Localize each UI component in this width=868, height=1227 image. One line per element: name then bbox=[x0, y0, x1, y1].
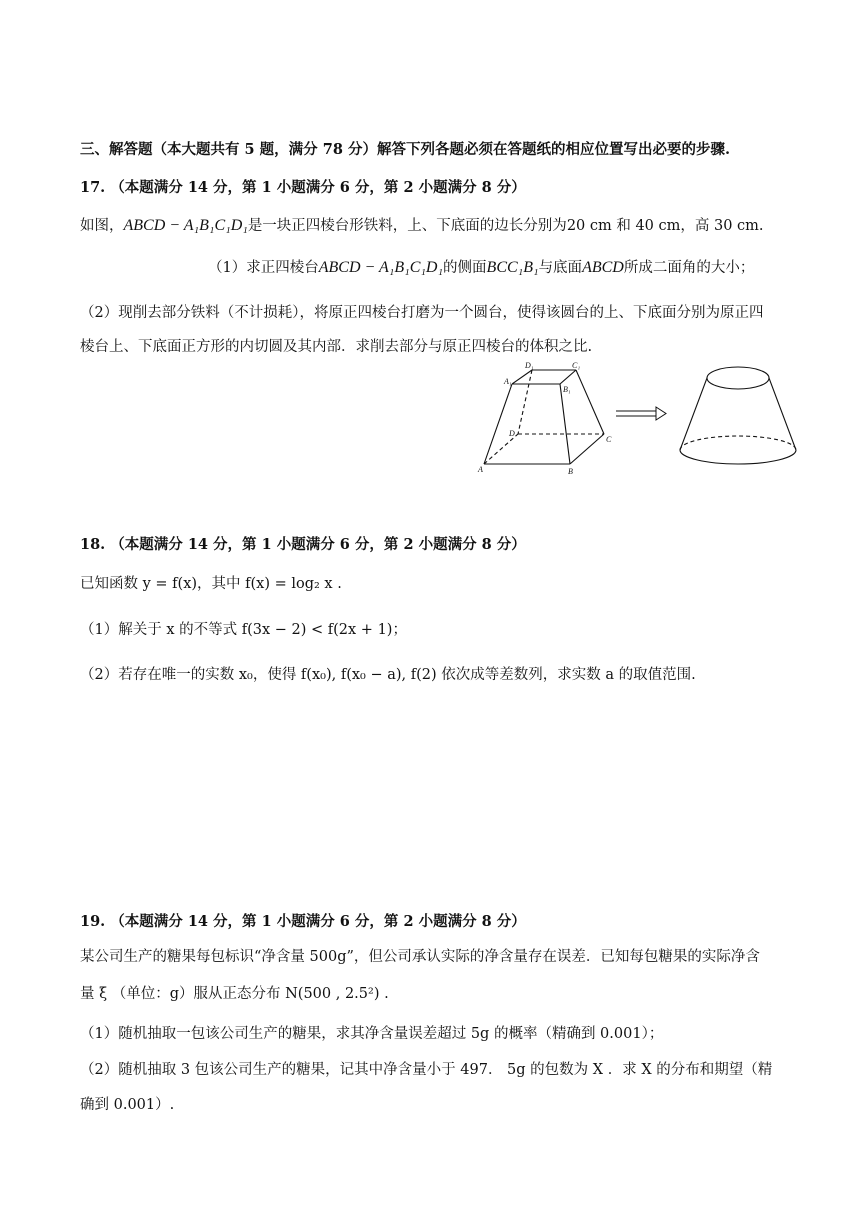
label-D1: D₁ bbox=[525, 361, 534, 370]
q17-intro bbox=[80, 216, 764, 236]
q18-line1: 已知函数 y = f(x)，其中 f(x) = log₂ x . bbox=[80, 576, 342, 592]
q17-part1 bbox=[208, 258, 754, 278]
label-B: B bbox=[568, 467, 573, 476]
section-header: 三、解答题（本大题共有 5 题，满分 78 分）解答下列各题必须在答题纸的相应位置写出必要的步骤. bbox=[80, 141, 731, 158]
q17-frustum-name: ABCD − A₁B₁C₁D₁ bbox=[123, 217, 248, 234]
q17-intro-a: 如图， bbox=[80, 218, 124, 234]
double-arrow-icon bbox=[616, 407, 666, 420]
q17-part1-frustum: ABCD − A₁B₁C₁D₁ bbox=[318, 259, 444, 276]
truncated-cone-diagram bbox=[680, 367, 796, 464]
q18-line2: （1）解关于 x 的不等式 f(3x − 2) < f(2x + 1)； bbox=[80, 622, 407, 638]
label-C1: C₁ bbox=[572, 361, 581, 370]
q19-line1: 某公司生产的糖果每包标识“净含量 500g”，但公司承认实际的净含量存在误差．已知每包糖果的实际净含 bbox=[80, 949, 760, 965]
q17-header: 17. （本题满分 14 分，第 1 小题满分 6 分，第 2 小题满分 8 分） bbox=[80, 179, 526, 196]
label-A1: A₁ bbox=[504, 377, 512, 386]
q17-intro-c: 20 cm 和 40 cm，高 30 cm. bbox=[566, 218, 764, 234]
q17-part2-line1: （2）现削去部分铁料（不计损耗），将原正四棱台打磨为一个圆台，使得该圆台的上、下底面分别为原正四 bbox=[80, 305, 764, 321]
label-B1: B₁ bbox=[563, 385, 571, 394]
q17-face: BCC₁B₁ bbox=[486, 259, 539, 276]
q19-line3: （1）随机抽取一包该公司生产的糖果，求其净含量误差超过 5g 的概率（精确到 0.001）； bbox=[80, 1026, 664, 1042]
q17-part1-a: （1）求正四棱台 bbox=[208, 260, 319, 276]
q18-header: 18. （本题满分 14 分，第 1 小题满分 6 分，第 2 小题满分 8 分） bbox=[80, 536, 526, 553]
q17-figure bbox=[470, 360, 810, 480]
q17-base: ABCD bbox=[582, 259, 624, 276]
q17-part1-c: 与底面 bbox=[538, 260, 583, 276]
q19-line4: （2）随机抽取 3 包该公司生产的糖果，记其中净含量小于 497． 5g 的包数为 X ．求 X 的分布和期望（精 bbox=[80, 1062, 773, 1078]
q19-line2: 量 ξ （单位：g）服从正态分布 N(500 , 2.5²) . bbox=[80, 986, 389, 1002]
q17-part2-line2: 棱台上、下底面正方形的内切圆及其内部．求削去部分与原正四棱台的体积之比. bbox=[80, 339, 593, 355]
q19-header: 19. （本题满分 14 分，第 1 小题满分 6 分，第 2 小题满分 8 分） bbox=[80, 913, 526, 930]
label-D: D bbox=[509, 429, 515, 438]
label-C: C bbox=[606, 435, 612, 444]
q17-part1-d: 所成二面角的大小； bbox=[623, 260, 755, 276]
q17-part1-b: 的侧面 bbox=[443, 260, 487, 276]
square-frustum-diagram bbox=[484, 370, 604, 464]
q18-line3: （2）若存在唯一的实数 x₀，使得 f(x₀), f(x₀ − a), f(2) 依次成等差数列，求实数 a 的取值范围. bbox=[80, 667, 696, 683]
q19-line5: 确到 0.001）. bbox=[80, 1097, 175, 1113]
q17-intro-b: 是一块正四棱台形铁料，上、下底面的边长分别为 bbox=[247, 218, 567, 234]
label-A: A bbox=[478, 465, 483, 474]
